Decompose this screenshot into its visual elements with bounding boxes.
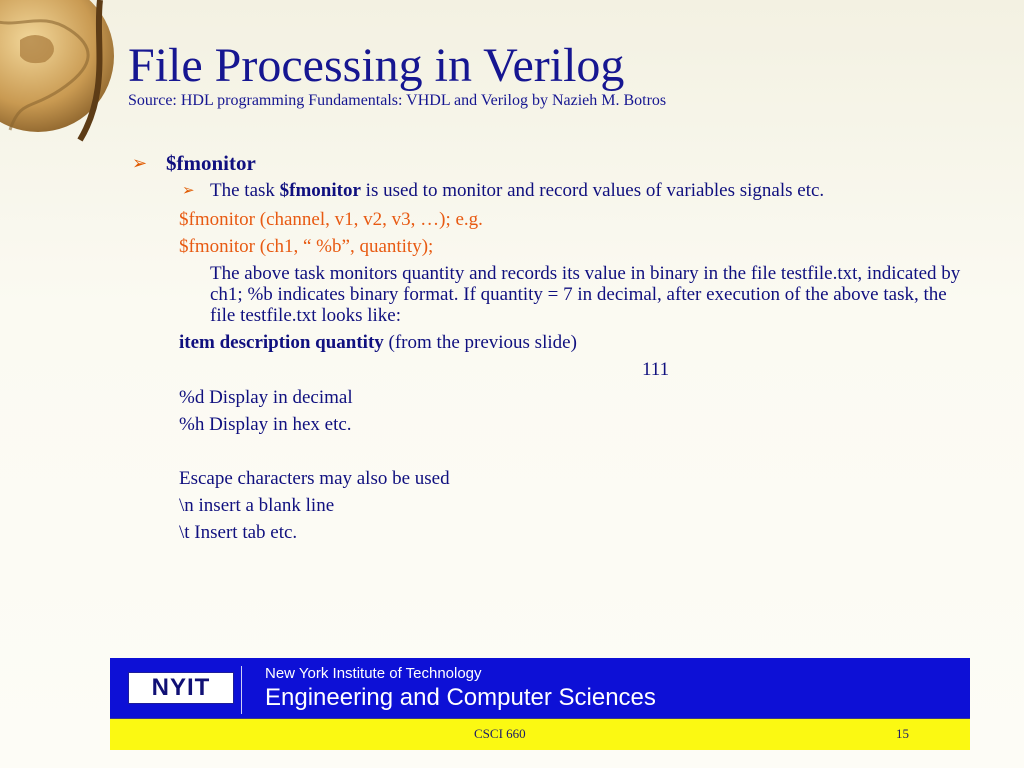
- bullet-fmonitor-label: $fmonitor: [166, 151, 256, 175]
- nyit-logo: NYIT: [128, 672, 234, 704]
- footer-blue-band: [110, 658, 970, 718]
- escape-title: Escape characters may also be used: [179, 468, 450, 489]
- spacer: [132, 438, 972, 465]
- explanation-paragraph: The above task monitors quantity and records its value in binary in the file testfile.txt, indicated by ch1; %b indicates binary format. If quantity = 7 in decimal, after execution of the above task, the file testfile.txt looks like:: [210, 263, 961, 326]
- syntax-line-1: $fmonitor (channel, v1, v2, v3, …); e.g.: [179, 209, 483, 230]
- slide-title: File Processing in Verilog: [128, 39, 625, 92]
- file-header-note: (from the previous slide): [383, 332, 577, 353]
- sub-bullet-description: [132, 180, 972, 202]
- format-hex: %h Display in hex etc.: [179, 414, 352, 435]
- escape-newline: \n insert a blank line: [179, 495, 335, 516]
- slide-content: [132, 150, 972, 546]
- sub-bullet-suffix: is used to monitor and record values of variables signals etc.: [360, 180, 825, 201]
- bullet-fmonitor: [132, 150, 972, 176]
- arrowhead-bullet-icon: ➢: [132, 153, 148, 173]
- department-name: Engineering and Computer Sciences: [265, 684, 656, 711]
- footer-divider: [241, 666, 242, 714]
- arrowhead-bullet-icon: ➢: [182, 183, 195, 199]
- sub-bullet-bold: $fmonitor: [279, 180, 361, 201]
- course-code: CSCI 660: [474, 726, 526, 741]
- sub-bullet-prefix: The task: [210, 180, 280, 201]
- file-header-line: [132, 329, 972, 356]
- escape-tab: \t Insert tab etc.: [179, 522, 298, 543]
- title-block: [128, 38, 666, 110]
- page-number: 15: [896, 726, 909, 741]
- syntax-line-2: $fmonitor (ch1, “ %b”, quantity);: [179, 236, 434, 257]
- format-decimal: %d Display in decimal: [179, 387, 353, 408]
- binary-value: 111: [642, 359, 670, 380]
- footer-yellow-band: [110, 718, 970, 750]
- institute-name: New York Institute of Technology: [265, 665, 482, 682]
- slide-subtitle: Source: HDL programming Fundamentals: VHDL and Verilog by Nazieh M. Botros: [128, 92, 667, 109]
- file-header-bold: item description quantity: [179, 332, 384, 353]
- globe-icon: [0, 0, 120, 150]
- footer-banner: [110, 658, 970, 749]
